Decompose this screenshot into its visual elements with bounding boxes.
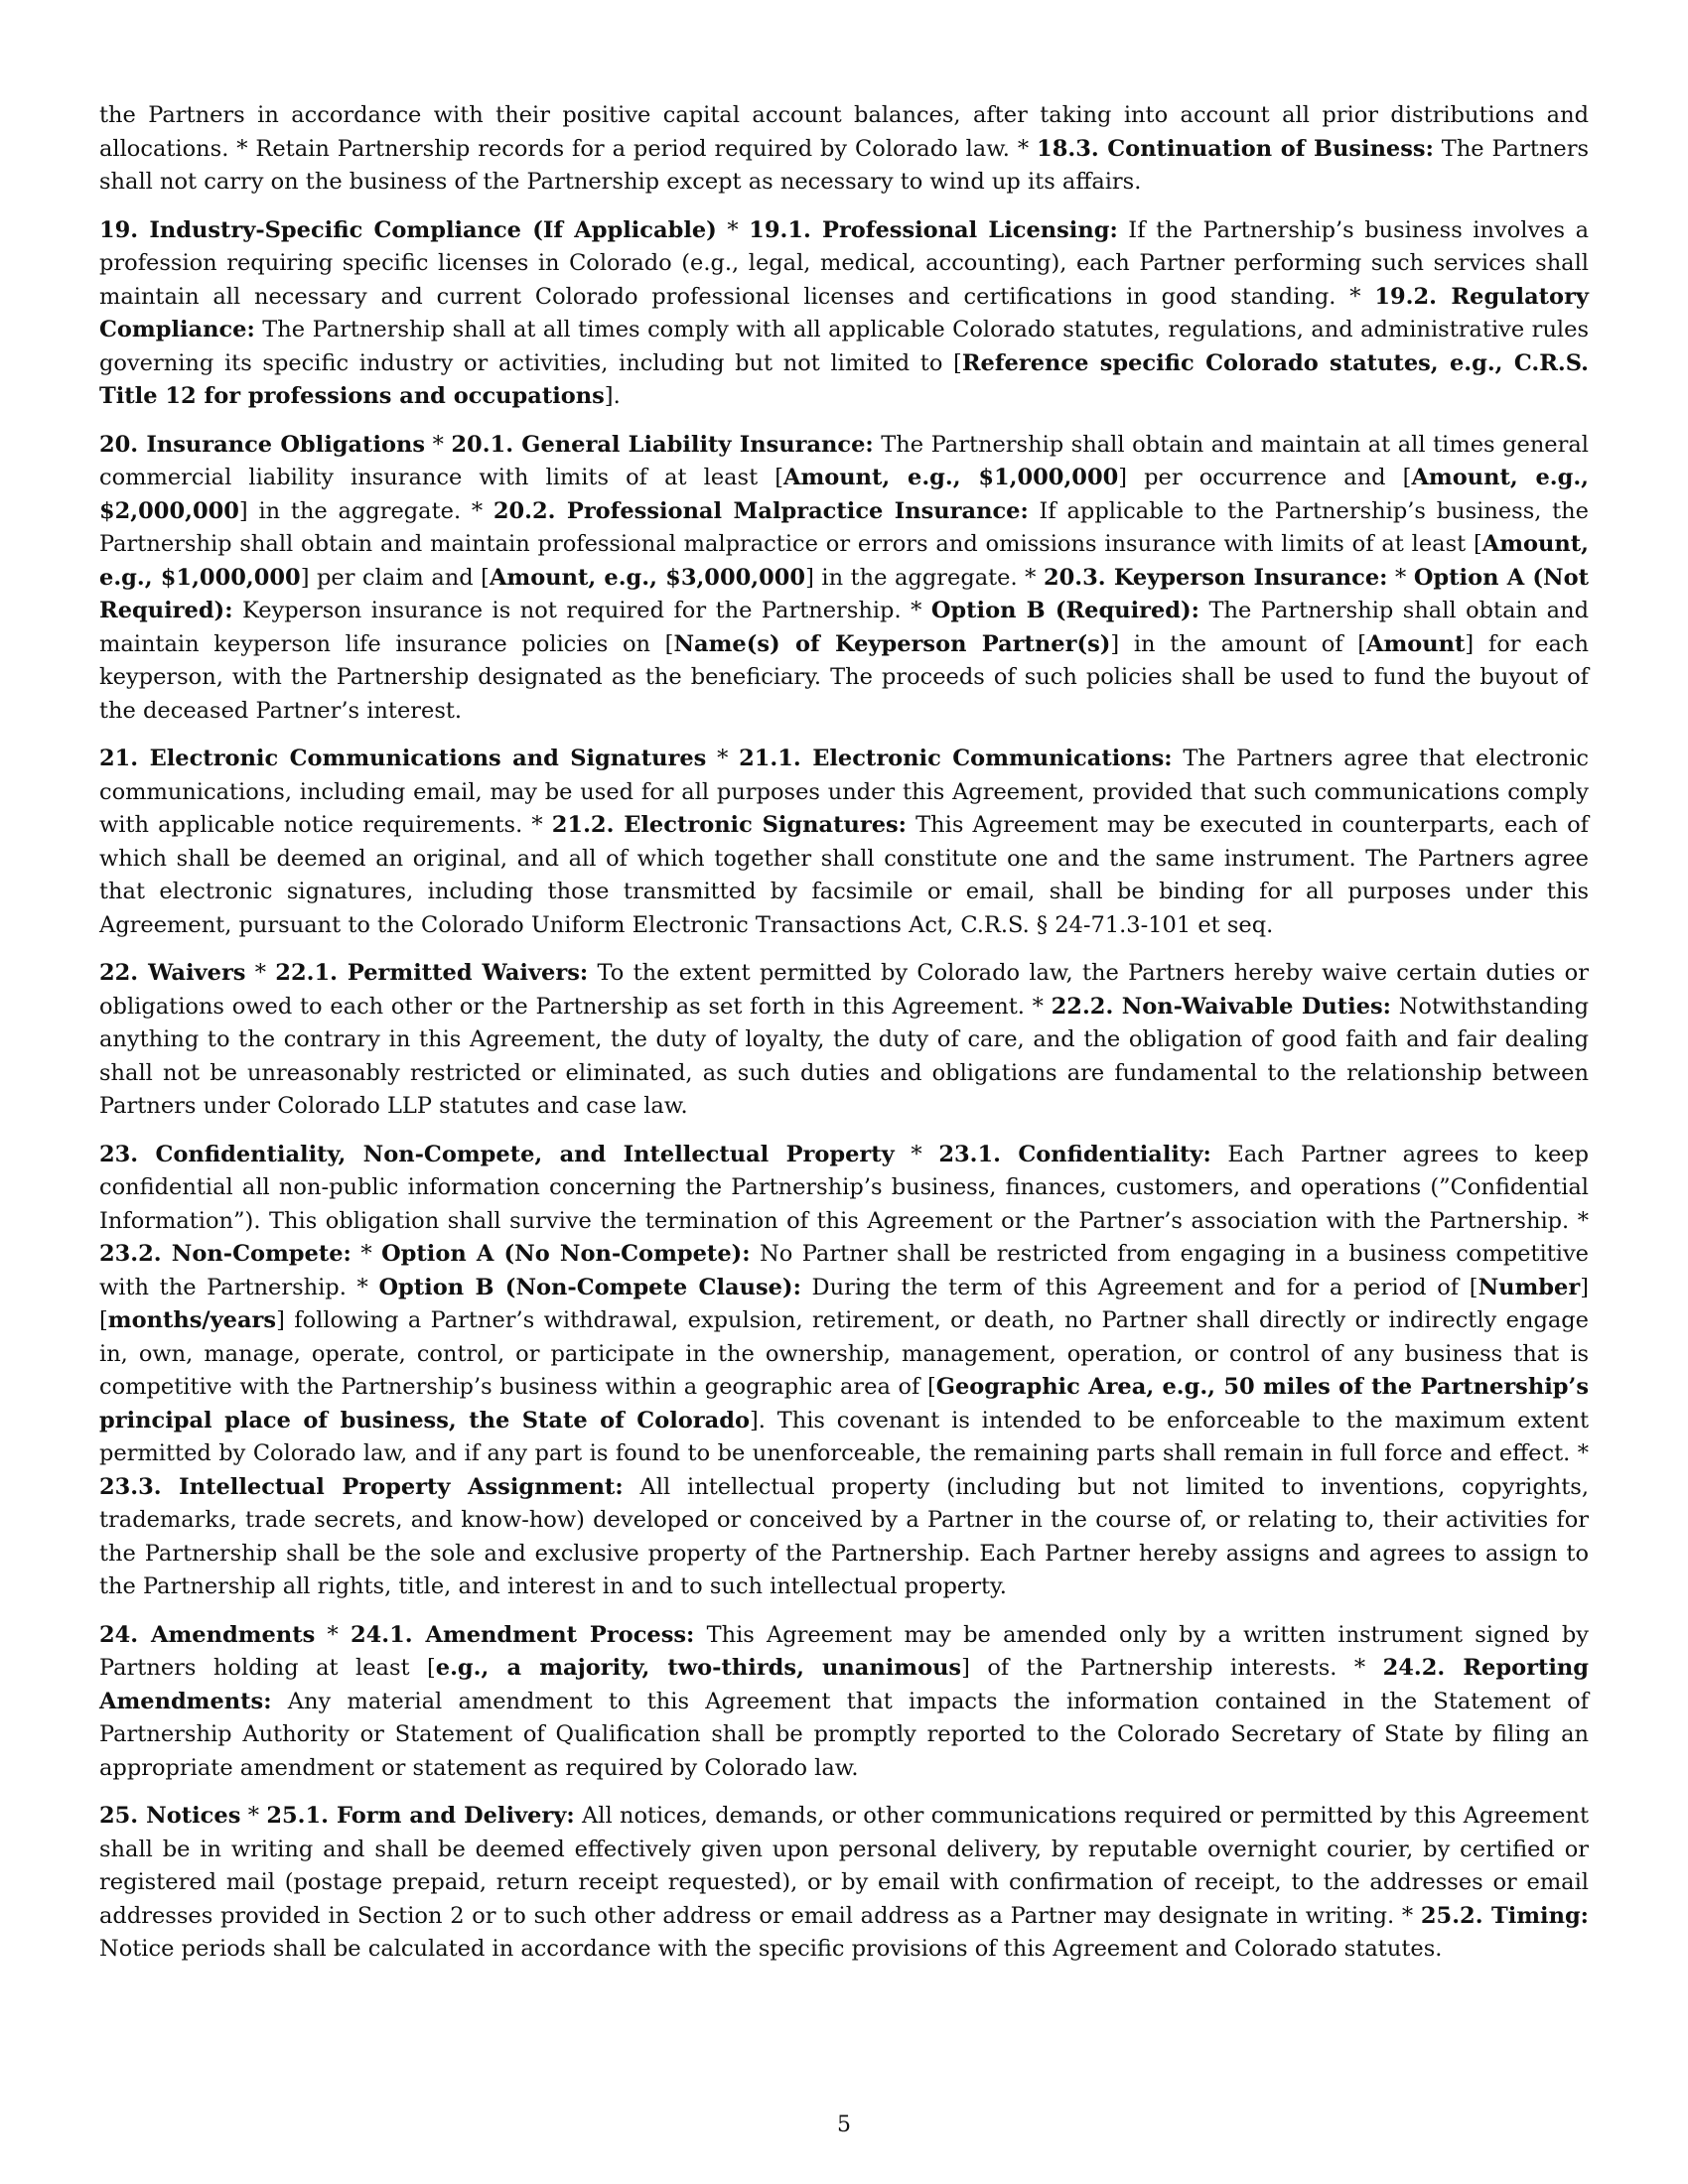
bold-text: Amount [1366, 630, 1466, 657]
body-text: The Partners shall not carry on the business of the Partnership except as necessary to wind up its affairs. [99, 135, 1589, 195]
bold-text: Reference specific Colorado statutes, e.g., C.R.S. Title 12 for professions and occupations [99, 349, 1590, 409]
bold-text: 20.2. Professional Malpractice Insurance: [492, 497, 1029, 524]
bold-text: Name(s) of Keyperson Partner(s) [673, 630, 1111, 657]
bold-text: 24.2. Reporting Amendments: [99, 1655, 1589, 1714]
body-text: This Agreement may be amended only by a written instrument signed by Partners holding at least [ [99, 1621, 1589, 1681]
body-text: * [245, 960, 276, 986]
body-text: This Agreement may be executed in counterparts, each of which shall be deemed an original, and all of which together shall constitute one and the same instrument. The Partners agree that electronic signatures, including those transmitted by facsimile or email, shall be binding for all purposes under this Agreement, pursuant to the Colorado Uniform Electronic Transactions Act, C.R.S. § 24-71.3-101 et seq. [99, 812, 1589, 938]
bold-text: e.g., a majority, two-thirds, unanimous [435, 1655, 962, 1681]
body-text: Any material amendment to this Agreement that impacts the information contained in the Statement of Partnership Authority or Statement of Qualification shall be promptly reported to the Colorado Secretary of State by filing an appropriate amendment or statement as required by Colorado law. [99, 1688, 1589, 1781]
body-text: The Partnership shall obtain and maintain keyperson life insurance policies on [ [99, 598, 1589, 657]
body-text: ] in the amount of [ [1110, 630, 1367, 657]
body-text: * [1387, 564, 1414, 591]
bold-text: Amount, e.g., $1,000,000 [783, 465, 1119, 490]
body-text: Keyperson insurance is not required for the Partnership. * [232, 598, 931, 623]
page-number: 5 [837, 2113, 851, 2137]
bold-text: 19.1. Professional Licensing: [749, 216, 1118, 243]
bold-text: 20.3. Keyperson Insurance: [1043, 564, 1388, 591]
paragraph-5 [99, 957, 1589, 1124]
body-text: * [240, 1803, 267, 1829]
bold-text: months/years [107, 1307, 277, 1333]
body-text: ]. [604, 383, 621, 409]
paragraph-8 [99, 1800, 1589, 1967]
bold-text: 21.2. Electronic Signatures: [551, 812, 907, 838]
bold-text: 22.2. Non-Waivable Duties: [1051, 993, 1391, 1020]
bold-text: 25. Notices [99, 1803, 241, 1829]
body-text: * [706, 746, 740, 771]
bold-text: Option A (Not Required): [99, 564, 1589, 623]
bold-text: Option B (Required): [930, 598, 1199, 623]
paragraph-7 [99, 1619, 1589, 1786]
bold-text: 20.1. General Liability Insurance: [451, 431, 874, 458]
body-text: * [315, 1621, 351, 1648]
body-text: ]. This covenant is intended to be enforceable to the maximum extent permitted by Colorado law, and if any part is found to be unenforceable, the remaining parts shall remain in full force and effect. * [99, 1407, 1589, 1466]
body-text: ] [ [99, 1274, 1589, 1333]
body-text: ] of the Partnership interests. * [961, 1655, 1383, 1681]
body-text: All intellectual property (including but not limited to inventions, copyrights, trademarks, trade secrets, and know-how) developed or conceived by a Partner in the course of, or relating to, their activities for the Partnership shall be the sole and exclusive property of the Partnership. Each Partner hereby assigns and agrees to assign to the Partnership all rights, title, and interest in and to such intellectual property. [99, 1473, 1589, 1599]
bold-text: 25.1. Form and Delivery: [266, 1803, 575, 1829]
paragraph-3 [99, 429, 1589, 729]
body-text: If applicable to the Partnership’s business, the Partnership shall obtain and maintain professional malpractice or errors and omissions insurance with limits of at least [ [99, 497, 1589, 557]
body-text: To the extent permitted by Colorado law, the Partners hereby waive certain duties or obligations owed to each other or the Partnership as set forth in this Agreement. * [99, 960, 1589, 1020]
body-text: * [894, 1141, 939, 1167]
bold-text: 25.2. Timing: [1420, 1902, 1589, 1929]
bold-text: 22. Waivers [99, 960, 246, 986]
paragraph-4 [99, 743, 1589, 942]
bold-text: 19. Industry-Specific Compliance (If Applicable) [99, 216, 717, 243]
bold-text: 23. Confidentiality, Non-Compete, and Intellectual Property [99, 1141, 895, 1167]
bold-text: 24. Amendments [99, 1621, 316, 1648]
paragraph-2 [99, 214, 1589, 414]
body-text: The Partnership shall obtain and maintain at all times general commercial liability insurance with limits of at least [ [99, 431, 1589, 490]
paragraph-6 [99, 1139, 1589, 1604]
bold-text: 24.1. Amendment Process: [350, 1621, 695, 1648]
body-text: ] per claim and [ [300, 564, 490, 591]
bold-text: Geographic Area, e.g., 50 miles of the Partnership’s principal place of business, the State of Colorado [99, 1374, 1589, 1433]
body-text: * [425, 431, 452, 458]
bold-text: Amount, e.g., $2,000,000 [99, 465, 1590, 524]
body-text: The Partnership shall at all times comply with all applicable Colorado statutes, regulations, and administrative rules governing its specific industry or activities, including but not limited to [ [99, 317, 1589, 376]
bold-text: Number [1477, 1274, 1581, 1300]
body-text: ] per occurrence and [ [1118, 465, 1412, 490]
body-text: Each Partner agrees to keep confidential all non-public information concerning the Partnership’s business, finances, customers, and operations (”Confidential Information”). This obligation shall survive the termination of this Agreement or the Partner’s association with the Partnership. * [99, 1141, 1589, 1234]
bold-text: Amount, e.g., $1,000,000 [99, 531, 1589, 591]
body-text: ] following a Partner’s withdrawal, expulsion, retirement, or death, no Partner shall directly or indirectly engage in, own, manage, operate, control, or participate in the ownership, management, operation, or control of any business that is competitive with the Partnership’s business within a geographic area of [ [99, 1307, 1589, 1400]
body-text: Notice periods shall be calculated in accordance with the specific provisions of this Agreement and Colorado statutes. [99, 1936, 1443, 1962]
bold-text: 23.1. Confidentiality: [938, 1141, 1211, 1167]
bold-text: 18.3. Continuation of Business: [1037, 135, 1434, 162]
body-text: the Partners in accordance with their positive capital account balances, after taking into account all prior distributions and allocations. * Retain Partnership records for a period required by Colorado law. * [99, 102, 1589, 162]
bold-text: 23.3. Intellectual Property Assignment: [99, 1473, 624, 1500]
bold-text: 23.2. Non-Compete: [99, 1241, 352, 1267]
body-text: Notwithstanding anything to the contrary in this Agreement, the duty of loyalty, the duty of care, and the obligation of good faith and fair dealing shall not be unreasonably restricted or eliminated, as such duties and obligations are fundamental to the relationship between Partners under Colorado LLP statutes and case law. [99, 993, 1589, 1119]
paragraph-1 [99, 99, 1589, 200]
body-text: ] in the aggregate. * [238, 497, 493, 524]
body-text: * [351, 1241, 382, 1267]
body-text: No Partner shall be restricted from engaging in a business competitive with the Partnership. * [99, 1241, 1589, 1300]
bold-text: Option B (Non-Compete Clause): [378, 1274, 801, 1300]
body-text: ] in the aggregate. * [805, 564, 1044, 591]
document-body [99, 99, 1589, 1981]
body-text: * [716, 216, 750, 243]
bold-text: 22.1. Permitted Waivers: [275, 960, 589, 986]
body-text: All notices, demands, or other communications required or permitted by this Agreement shall be in writing and shall be deemed effectively given upon personal delivery, by reputable overnight courier, by certified or registered mail (postage prepaid, return receipt requested), or by email with confirmation of receipt, to the addresses or email addresses provided in Section 2 or to such other address or email address as a Partner may designate in writing. * [99, 1803, 1589, 1929]
bold-text: Option A (No Non-Compete): [381, 1241, 751, 1267]
bold-text: 19.2. Regulatory Compliance: [99, 283, 1589, 342]
body-text: The Partners agree that electronic communications, including email, may be used for all purposes under this Agreement, provided that such communications comply with applicable notice requirements. * [99, 746, 1589, 838]
body-text: During the term of this Agreement and for a period of [ [800, 1274, 1478, 1300]
body-text: If the Partnership’s business involves a profession requiring specific licenses in Colorado (e.g., legal, medical, accounting), each Partner performing such services shall maintain all necessary and current Colorado professional licenses and certifications in good standing. * [99, 216, 1589, 310]
bold-text: 20. Insurance Obligations [99, 431, 426, 458]
bold-text: 21. Electronic Communications and Signatures [99, 746, 707, 771]
body-text: ] for each keyperson, with the Partnership designated as the beneficiary. The proceeds of such policies shall be used to fund the buyout of the deceased Partner’s interest. [99, 630, 1589, 724]
bold-text: Amount, e.g., $3,000,000 [489, 564, 806, 591]
bold-text: 21.1. Electronic Communications: [739, 746, 1173, 771]
